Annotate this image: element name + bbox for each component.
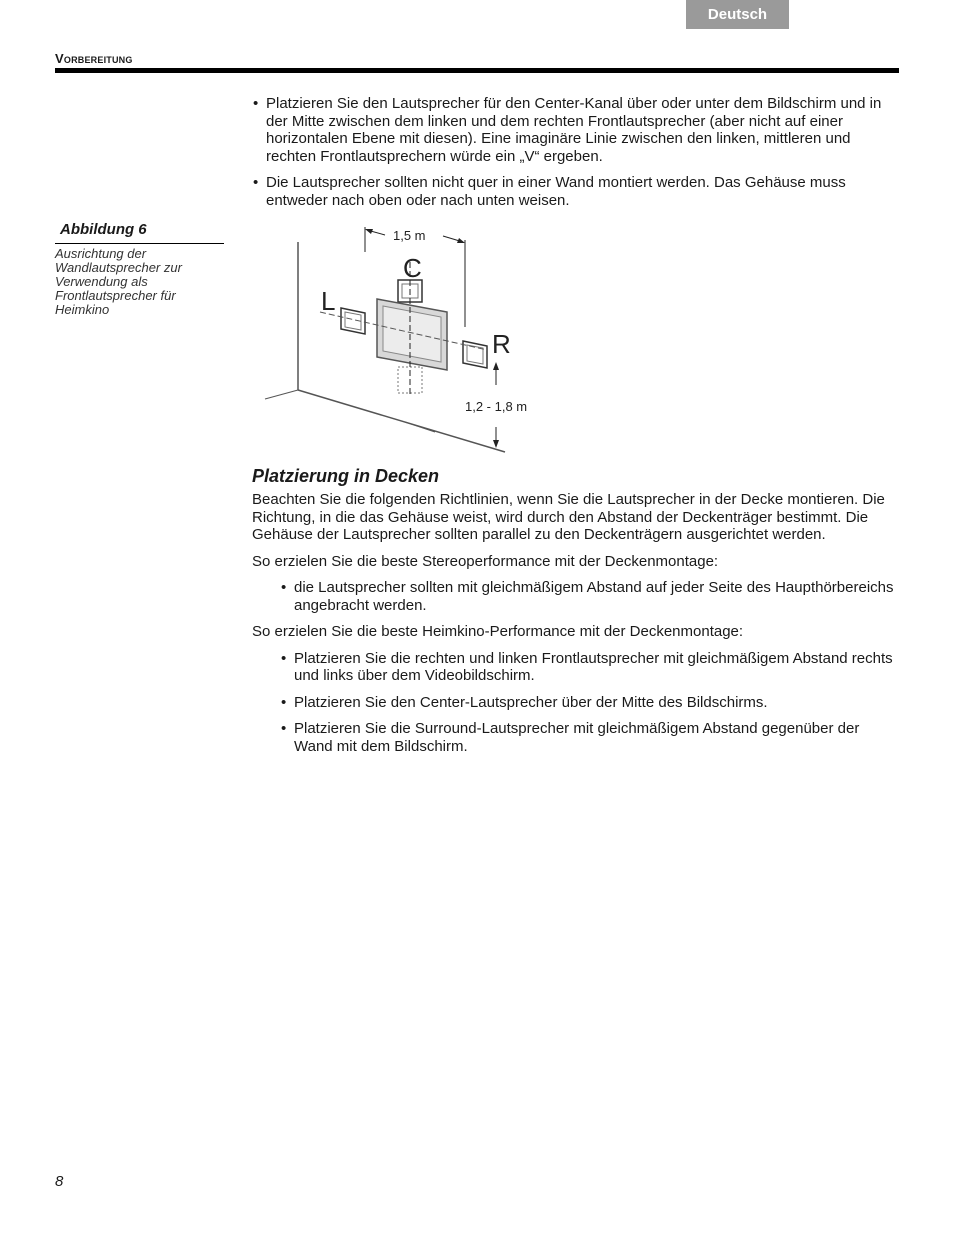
figure-description: Ausrichtung der Wandlautsprecher zur Verwendung als Frontlautsprecher für Heimkino [55,246,182,317]
figure-caption [55,221,224,317]
language-tab-deutsch[interactable]: Deutsch [686,0,789,29]
figure-label: Abbildung 6 [55,221,224,244]
header-rule [55,68,899,73]
theater-bullet-list [252,650,900,756]
speaker-placement-diagram [255,222,555,457]
arrowhead-right-icon [457,238,465,243]
section-header: Vorbereitung [55,51,133,66]
theater-bullet-surround: • Platzieren Sie die Surround-Lautsprecher mit gleichmäßigem Abstand gegenüber der Wand mit dem Bildschirm. [280,720,900,755]
top-bullet-list [252,95,900,218]
speaker-label-center: C [403,253,422,283]
arrowhead-down-icon [493,440,499,448]
stereo-intro: So erzielen Sie die beste Stereoperformance mit der Deckenmontage: [252,552,719,570]
theater-bullet-front: • Platzieren Sie die rechten und linken Frontlautsprecher mit gleichmäßigem Abstand rechts und links über dem Videobildschirm. [280,650,900,685]
section-heading-ceiling: Platzierung in Decken [252,466,440,486]
page-number: 8 [55,1173,64,1190]
stereo-bullet: • die Lautsprecher sollten mit gleichmäßigem Abstand auf jeder Seite des Haupthörbereichs angebracht werden. [280,579,900,614]
arrowhead-left-icon [365,229,373,234]
speaker-label-left: L [321,286,336,316]
arrowhead-up-icon [493,362,499,370]
bullet-center-placement: • Platzieren Sie den Lautsprecher für den Center-Kanal über oder unter dem Bildschirm und in der Mitte zwischen dem linken und dem rechten Frontlautsprecher (aber nicht auf einer horizontalen Ebene mit diesen). Eine imaginäre Linie zwischen den linken, mittleren und rechten Frontlautsprechern würde ein „V“ ergeben. [252,95,900,165]
dimension-horizontal-label: 1,5 m [393,228,426,243]
bullet-orientation: • Die Lautsprecher sollten nicht quer in einer Wand montiert werden. Das Gehäuse muss entweder nach oben oder nach unten weisen. [252,174,900,209]
ceiling-section-body [252,491,900,764]
dimension-vertical-label: 1,2 - 1,8 m [465,399,528,414]
floor-edge-left [265,390,298,399]
floor-shadow [405,422,435,432]
theater-intro: So erzielen Sie die beste Heimkino-Performance mit der Deckenmontage: [252,623,744,640]
ceiling-intro: Beachten Sie die folgenden Richtlinien, wenn Sie die Lautsprecher in der Decke montieren. Die Richtung, in die das Gehäuse weist, wird durch den Abstand der Deckenträger bestimmt. Die Gehäuse der Lautsprecher sollten parallel zu den Deckenträgern ausgerichtet werden. [252,491,885,543]
stereo-bullet-list [252,579,900,614]
speaker-label-right: R [492,329,511,359]
theater-bullet-center: • Platzieren Sie den Center-Lautsprecher über der Mitte des Bildschirms. [280,694,900,712]
